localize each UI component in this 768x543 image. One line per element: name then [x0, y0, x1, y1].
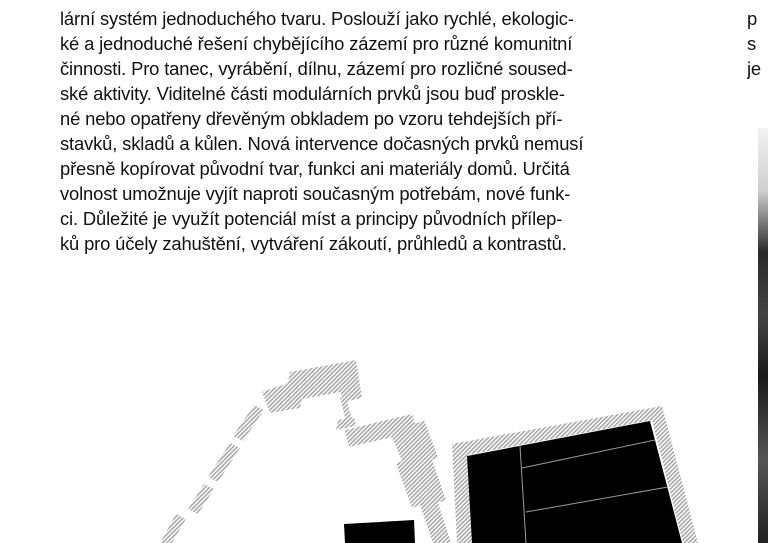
text-line: ské aktivity. Viditelné části modulárních prvků jsou buď proskle-	[60, 83, 565, 104]
text-line: volnost umožnuje vyjít naproti současným potřebám, nové funk-	[60, 183, 571, 204]
building-outline	[262, 360, 451, 543]
text-line: né nebo opatřeny dřevěným obkladem po vzoru tehdejších pří-	[60, 108, 563, 129]
text-line: ků pro účely zahuštění, vytváření zákoutí, průhledů a kontrastů.	[60, 233, 567, 254]
text-line: ké a jednoduché řešení chybějícího zázemí pro různé komunitní	[60, 33, 573, 54]
text-line: stavků, skladů a kůlen. Nová intervence dočasných prvků nemusí	[60, 133, 584, 154]
text-line: ci. Důležité je využít potenciál míst a principy původních přílep-	[60, 208, 563, 229]
text-line: přesně kopírovat původní tvar, funkci ani materiály domů. Určitá	[60, 158, 570, 179]
wall-fragments	[160, 405, 264, 543]
text-fragment: p	[747, 8, 758, 29]
text-fragment: s	[747, 33, 757, 54]
text-line: činnosti. Pro tanec, vyrábění, dílnu, zázemí pro rozličné soused-	[60, 58, 573, 79]
text-fragment: je	[747, 58, 762, 79]
text-line: lární systém jednoduchého tvaru. Poslouží jako rychlé, ekologic-	[60, 8, 574, 29]
